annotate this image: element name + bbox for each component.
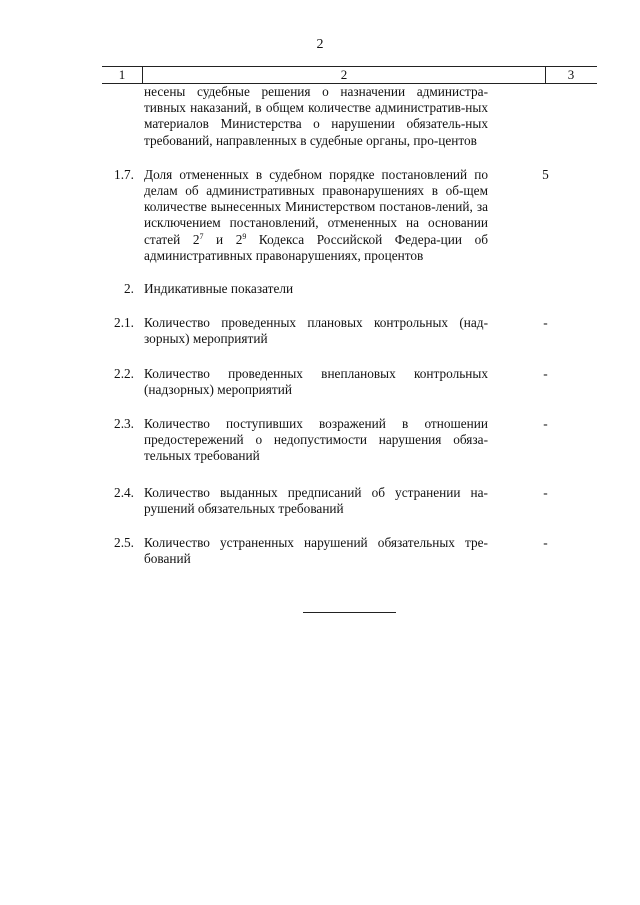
row-value: - bbox=[543, 416, 548, 432]
table-row bbox=[102, 535, 597, 567]
row-text: Индикативные показатели bbox=[144, 281, 294, 297]
table-row bbox=[102, 366, 597, 398]
row-text: несены судебные решения о назначении администра-тивных наказаний, в общем количестве административ-ных материалов Министерства о нарушении обязатель-ных требований, направленных в судебные органы, про-центов bbox=[144, 84, 488, 148]
row-text: Количество выданных предписаний об устранении на-рушений обязательных требований bbox=[144, 484, 488, 516]
row-number: 2.2. bbox=[114, 365, 134, 381]
row-number: 2.5. bbox=[114, 535, 134, 551]
row-value: - bbox=[543, 484, 548, 500]
row-text: Количество поступивших возражений в отношении предостережений о недопустимости нарушения обяза-тельных требований bbox=[144, 416, 488, 464]
row-value: - bbox=[543, 315, 548, 331]
header-col-2: 2 bbox=[142, 67, 546, 83]
row-number: 2.4. bbox=[114, 484, 134, 500]
table-row-1-7 bbox=[102, 167, 597, 264]
row-text: Количество устраненных нарушений обязательных тре-бований bbox=[144, 535, 488, 567]
row-text: Количество проведенных внеплановых контрольных (надзорных) мероприятий bbox=[144, 365, 488, 397]
row-text-part: Доля отмененных в судебном порядке постановлений по делам об административных правонарушениях в об-щем количестве вынесенных Министерством постанов-лений, за исключением постановлений, отмененных на основании статей 2 bbox=[144, 166, 488, 247]
row-value: - bbox=[543, 365, 548, 381]
end-divider bbox=[303, 612, 396, 613]
row-value: - bbox=[543, 535, 548, 551]
row-text bbox=[144, 167, 488, 264]
row-number: 1.7. bbox=[114, 166, 134, 182]
table-row bbox=[102, 485, 597, 517]
superscript: 7 bbox=[199, 231, 204, 241]
table-row bbox=[102, 315, 597, 347]
row-text-part: и 2 bbox=[203, 231, 243, 247]
page-number: 2 bbox=[316, 37, 324, 52]
table-header bbox=[102, 66, 597, 84]
row-text-part: Кодекса Российской Федера-ции об административных правонарушениях, процентов bbox=[144, 231, 488, 263]
table-body bbox=[102, 84, 597, 567]
superscript: 9 bbox=[242, 231, 247, 241]
table-row bbox=[102, 281, 597, 297]
header-col-3: 3 bbox=[567, 67, 575, 82]
header-col-1: 1 bbox=[118, 67, 126, 82]
row-number: 2.1. bbox=[114, 315, 134, 331]
row-number: 2.3. bbox=[114, 416, 134, 432]
row-text: Количество проведенных плановых контрольных (над-зорных) мероприятий bbox=[144, 315, 488, 347]
table-row-continuation bbox=[102, 84, 597, 149]
table-row bbox=[102, 416, 597, 465]
row-value: 5 bbox=[542, 166, 549, 182]
row-number: 2. bbox=[124, 281, 134, 297]
